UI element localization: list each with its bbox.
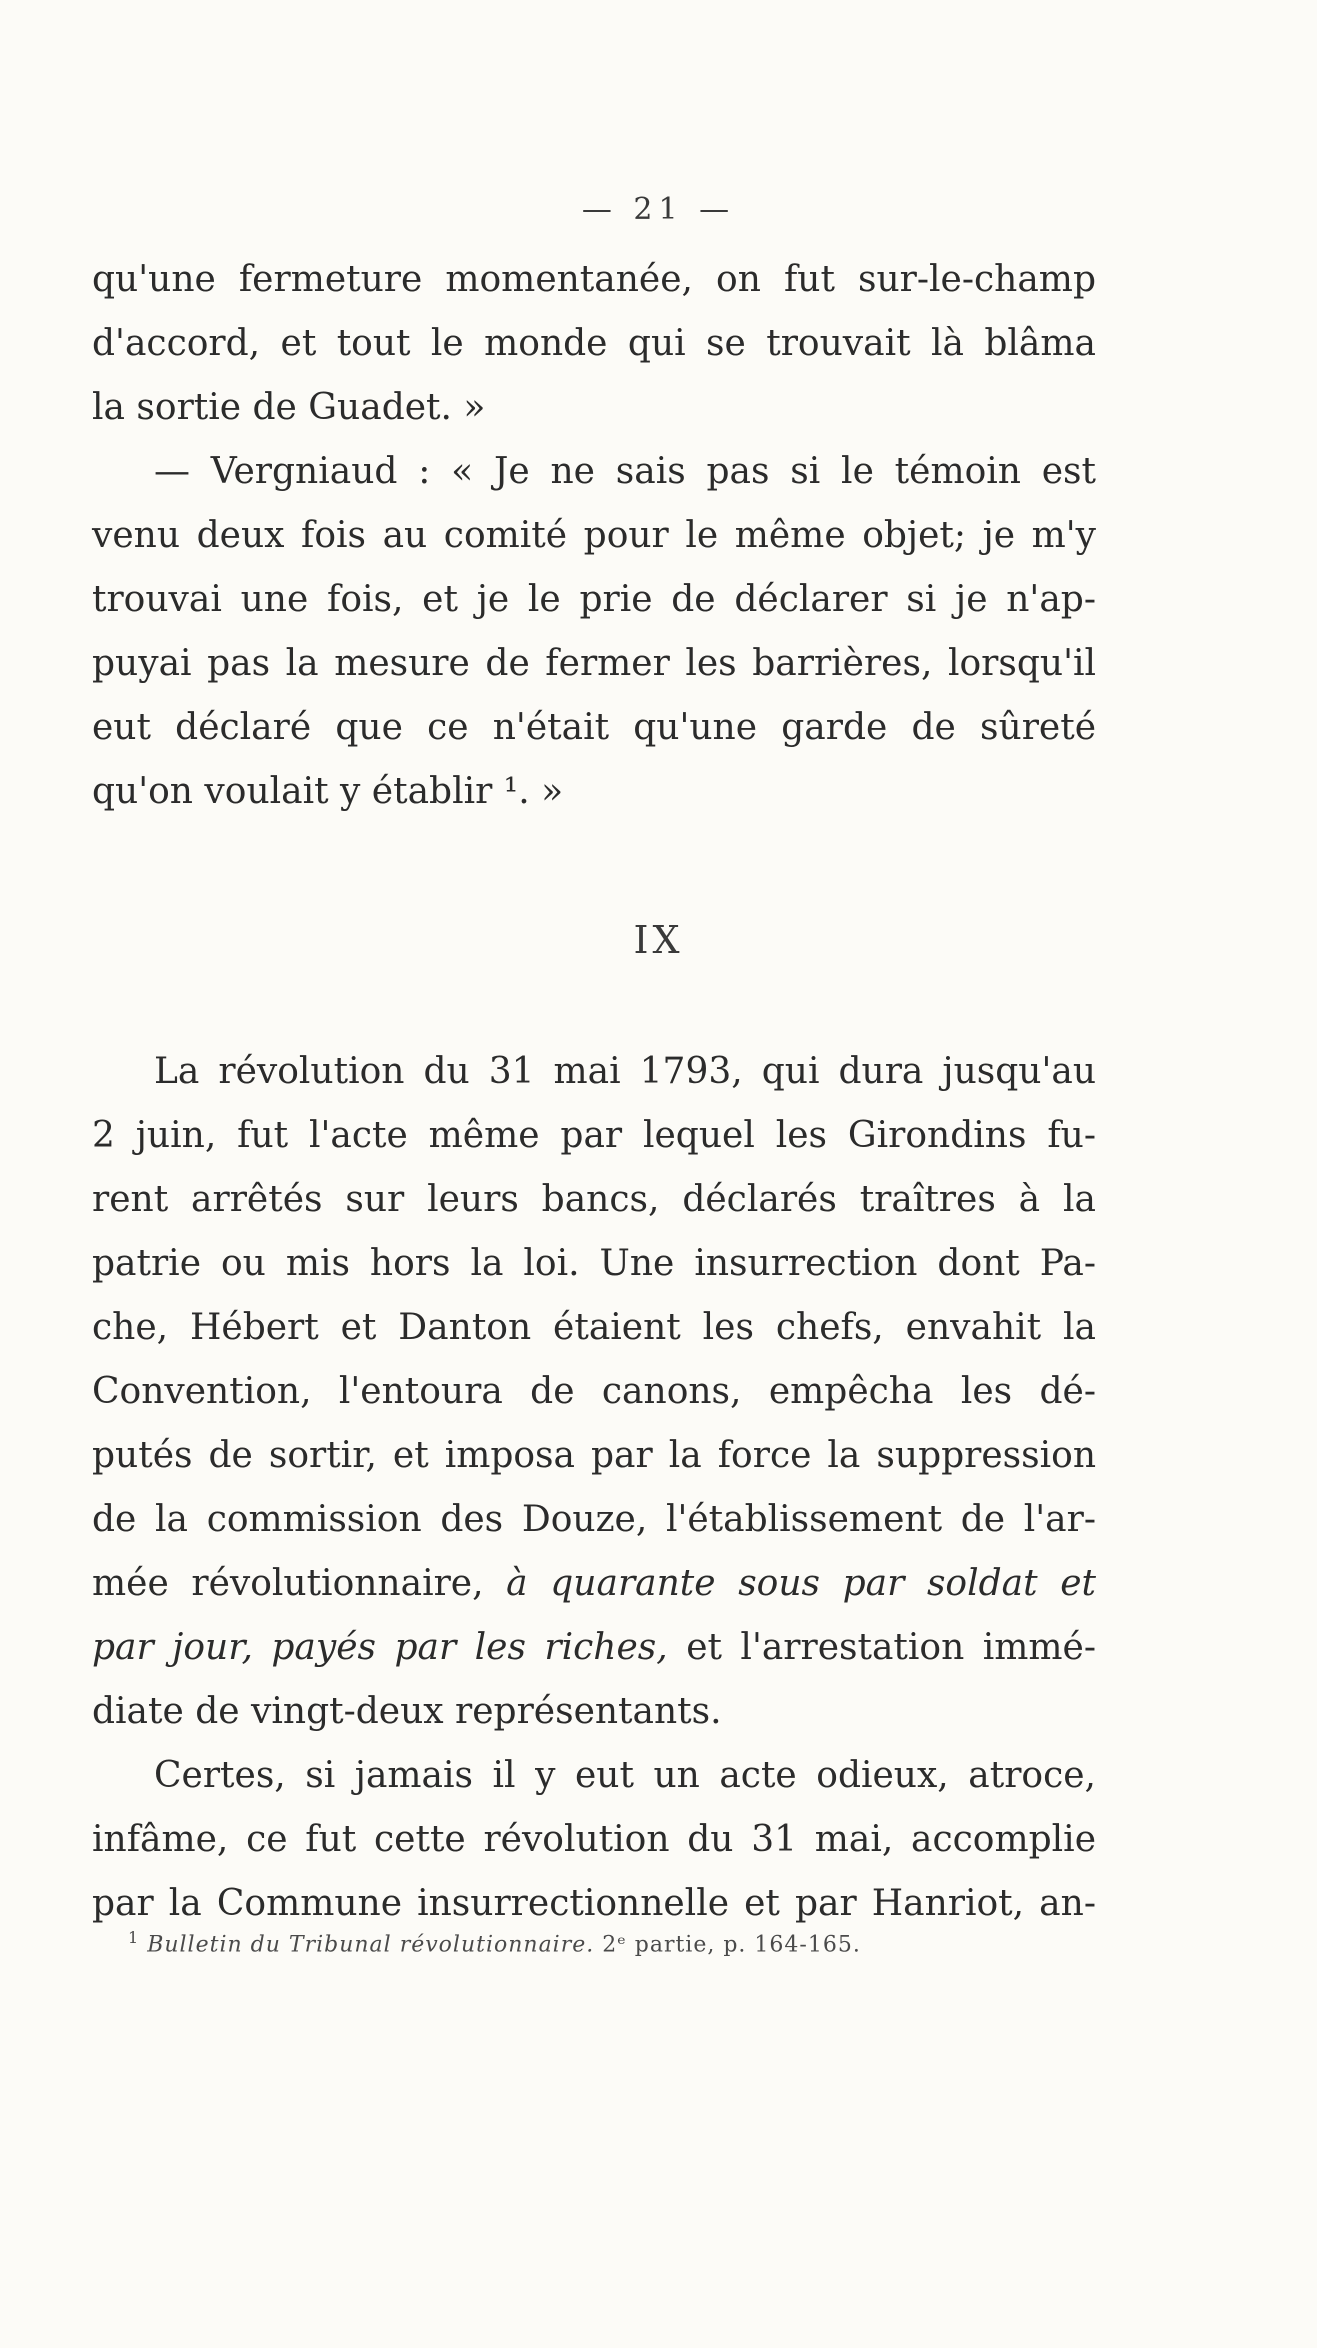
footnote-title: Bulletin du Tribunal révolutionnaire. <box>147 1932 595 1958</box>
footnote-marker: 1 <box>128 1928 140 1947</box>
italic-text: à quarante sous par soldat et <box>506 1563 1096 1604</box>
italic-text: par jour, payés par les riches, <box>92 1627 668 1668</box>
chapter-heading: IX <box>633 918 684 962</box>
text-line: 2 juin, fut l'acte même par lequel les Girondins fu- <box>92 1115 1096 1156</box>
text-line: puyai pas la mesure de fermer les barrières, lorsqu'il <box>92 643 1096 684</box>
text-line <box>92 1552 1096 1616</box>
text-line: trouvai une fois, et je le prie de déclarer si je n'ap- <box>92 579 1096 620</box>
text-line: — Vergniaud : « Je ne sais pas si le témoin est <box>154 451 1096 492</box>
footnote <box>128 1928 861 1957</box>
text-line: Certes, si jamais il y eut un acte odieux, atroce, <box>154 1755 1096 1796</box>
paragraph-revolution <box>92 1040 1096 1744</box>
text-line: La révolution du 31 mai 1793, qui dura jusqu'au <box>154 1051 1096 1092</box>
paragraph-certes <box>92 1744 1096 1936</box>
text-line: infâme, ce fut cette révolution du 31 mai, accomplie <box>92 1819 1096 1860</box>
text-line: diate de vingt-deux représentants. <box>92 1691 722 1732</box>
text-line: patrie ou mis hors la loi. Une insurrection dont Pa- <box>92 1243 1096 1284</box>
page-number: — 21 — <box>581 192 736 227</box>
plain-text: mée révolutionnaire, <box>92 1563 507 1604</box>
footnote-reference: 2ᵉ partie, p. 164-165. <box>594 1932 861 1958</box>
text-line: de la commission des Douze, l'établissement de l'ar- <box>92 1499 1096 1540</box>
text-line: rent arrêtés sur leurs bancs, déclarés traîtres à la <box>92 1179 1096 1220</box>
text-line: che, Hébert et Danton étaient les chefs, envahit la <box>92 1307 1096 1348</box>
text-line: eut déclaré que ce n'était qu'une garde de sûreté <box>92 707 1096 748</box>
text-line: qu'une fermeture momentanée, on fut sur-le-champ <box>92 259 1096 300</box>
text-line: Convention, l'entoura de canons, empêcha les dé- <box>92 1371 1096 1412</box>
text-line: d'accord, et tout le monde qui se trouvait là blâma <box>92 323 1096 364</box>
text-line: la sortie de Guadet. » <box>92 387 486 428</box>
text-line <box>92 1616 1096 1680</box>
text-line: putés de sortir, et imposa par la force la suppression <box>92 1435 1096 1476</box>
paragraph-continuation <box>92 248 1096 440</box>
text-line: qu'on voulait y établir ¹. » <box>92 771 564 812</box>
text-line: venu deux fois au comité pour le même objet; je m'y <box>92 515 1096 556</box>
text-line: par la Commune insurrectionnelle et par Hanriot, an- <box>92 1883 1096 1924</box>
plain-text: et l'arrestation immé- <box>667 1627 1096 1668</box>
paragraph-vergniaud <box>92 440 1096 824</box>
